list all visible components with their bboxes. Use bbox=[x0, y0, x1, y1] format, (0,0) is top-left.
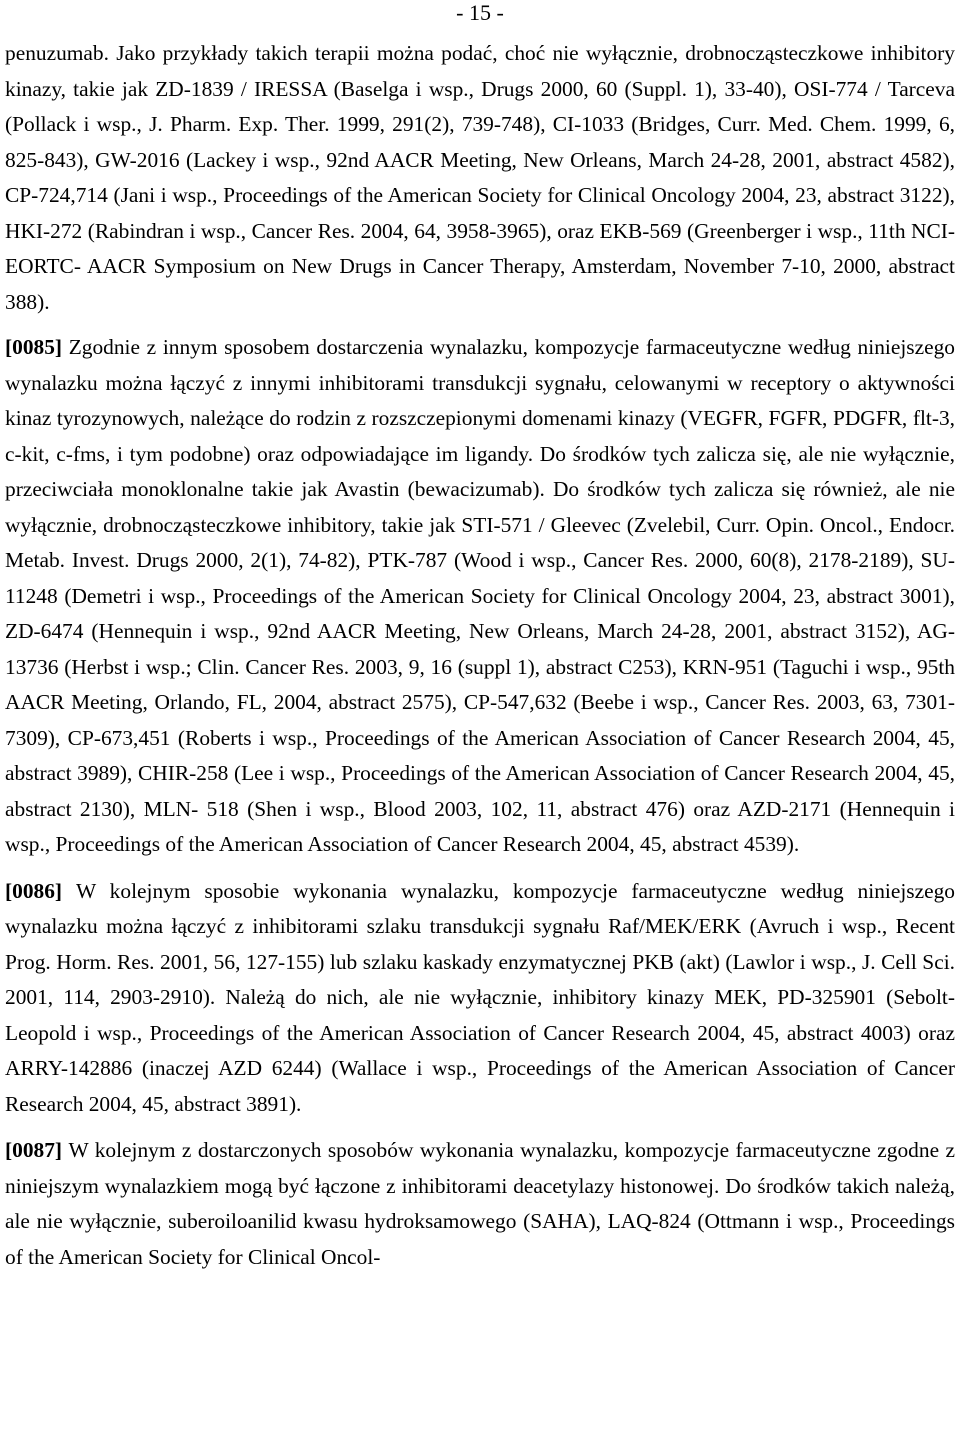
paragraph-text: W kolejnym z dostarczonych sposobów wykonania wynalazku, kompozycje farmaceutyczne zgodne z niniejszym wynalazkiem mogą być łączone z inhibitorami deacetylazy histonowej. Do środków takich należą, ale nie wyłącznie, suberoiloanilid kwasu hydroksamowego (SAHA), LAQ-824 (Ottmann i wsp., Proceedings of the American Society for Clinical Oncol- bbox=[5, 1138, 955, 1269]
paragraph-number: [0087] bbox=[5, 1138, 69, 1162]
paragraph-text: W kolejnym sposobie wykonania wynalazku, kompozycje farmaceutyczne według niniejszego wynalazku można łączyć z inhibitorami szlaku transdukcji sygnału Raf/MEK/ERK (Avruch i wsp., Recent Prog. Horm. Res. 2001, 56, 127-155) lub szlaku kaskady enzymatycznej PKB (akt) (Lawlor i wsp., J. Cell Sci. 2001, 114, 2903-2910). Należą do nich, ale nie wyłącznie, inhibitory kinazy MEK, PD-325901 (Sebolt-Leopold i wsp., Proceedings of the American Association of Cancer Research 2004, 45, abstract 4003) oraz ARRY-142886 (inaczej AZD 6244) (Wallace i wsp., Proceedings of the American Association of Cancer Research 2004, 45, abstract 3891). bbox=[5, 878, 955, 1116]
page-number: - 15 - bbox=[456, 0, 504, 25]
paragraph-number: [0086] bbox=[5, 878, 76, 903]
paragraph-0086 bbox=[5, 874, 955, 1123]
document-body bbox=[5, 36, 955, 1286]
paragraph-text: Zgodnie z innym sposobem dostarczenia wynalazku, kompozycje farmaceutyczne według niniejszego wynalazku można łączyć z innymi inhibitorami transdukcji sygnału, celowanymi w receptory o aktywności kinaz tyrozynowych, należące do rodzin z rozszczepionymi domenami kinazy (VEGFR, FGFR, PDGFR, flt-3, c-kit, c-fms, i tym podobne) oraz odpowiadające im ligandy. Do środków tych zalicza się, ale nie wyłącznie, przeciwciała monoklonalne takie jak Avastin (bewacizumab). Do środków tych zalicza się również, ale nie wyłącznie, drobnocząsteczkowe inhibitory, takie jak STI-571 / Gleevec (Zvelebil, Curr. Opin. Oncol., Endocr. Metab. Invest. Drugs 2000, 2(1), 74-82), PTK-787 (Wood i wsp., Cancer Res. 2000, 60(8), 2178-2189), SU-11248 (Demetri i wsp., Proceedings of the American Society for Clinical Oncology 2004, 23, abstract 3001), ZD-6474 (Hennequin i wsp., 92nd AACR Meeting, New Orleans, March 24-28, 2001, abstract 3152), AG-13736 (Herbst i wsp.; Clin. Cancer Res. 2003, 9, 16 (suppl 1), abstract C253), KRN-951 (Taguchi i wsp., 95th AACR Meeting, Orlando, FL, 2004, abstract 2575), CP-547,632 (Beebe i wsp., Cancer Res. 2003, 63, 7301-7309), CP-673,451 (Roberts i wsp., Proceedings of the American Association of Cancer Research 2004, 45, abstract 3989), CHIR-258 (Lee i wsp., Proceedings of the American Association of Cancer Research 2004, 45, abstract 2130), MLN- 518 (Shen i wsp., Blood 2003, 102, 11, abstract 476) oraz AZD-2171 (Hennequin i wsp., Proceedings of the American Association of Cancer Research 2004, 45, abstract 4539). bbox=[5, 335, 955, 856]
paragraph-number: [0085] bbox=[5, 335, 69, 359]
paragraph-text: penuzumab. Jako przykłady takich terapii można podać, choć nie wyłącznie, drobnocząsteczkowe inhibitory kinazy, takie jak ZD-1839 / IRESSA (Baselga i wsp., Drugs 2000, 60 (Suppl. 1), 33-40), OSI-774 / Tarceva (Pollack i wsp., J. Pharm. Exp. Ther. 1999, 291(2), 739-748), CI-1033 (Bridges, Curr. Med. Chem. 1999, 6, 825-843), GW-2016 (Lackey i wsp., 92nd AACR Meeting, New Orleans, March 24-28, 2001, abstract 4582), CP-724,714 (Jani i wsp., Proceedings of the American Society for Clinical Oncology 2004, 23, abstract 3122), HKI-272 (Rabindran i wsp., Cancer Res. 2004, 64, 3958-3965), oraz EKB-569 (Greenberger i wsp., 11th NCI-EORTC- AACR Symposium on New Drugs in Cancer Therapy, Amsterdam, November 7-10, 2000, abstract 388). bbox=[5, 41, 955, 314]
paragraph-0085 bbox=[5, 330, 955, 863]
paragraph-0087 bbox=[5, 1133, 955, 1275]
paragraph-continuation bbox=[5, 36, 955, 320]
